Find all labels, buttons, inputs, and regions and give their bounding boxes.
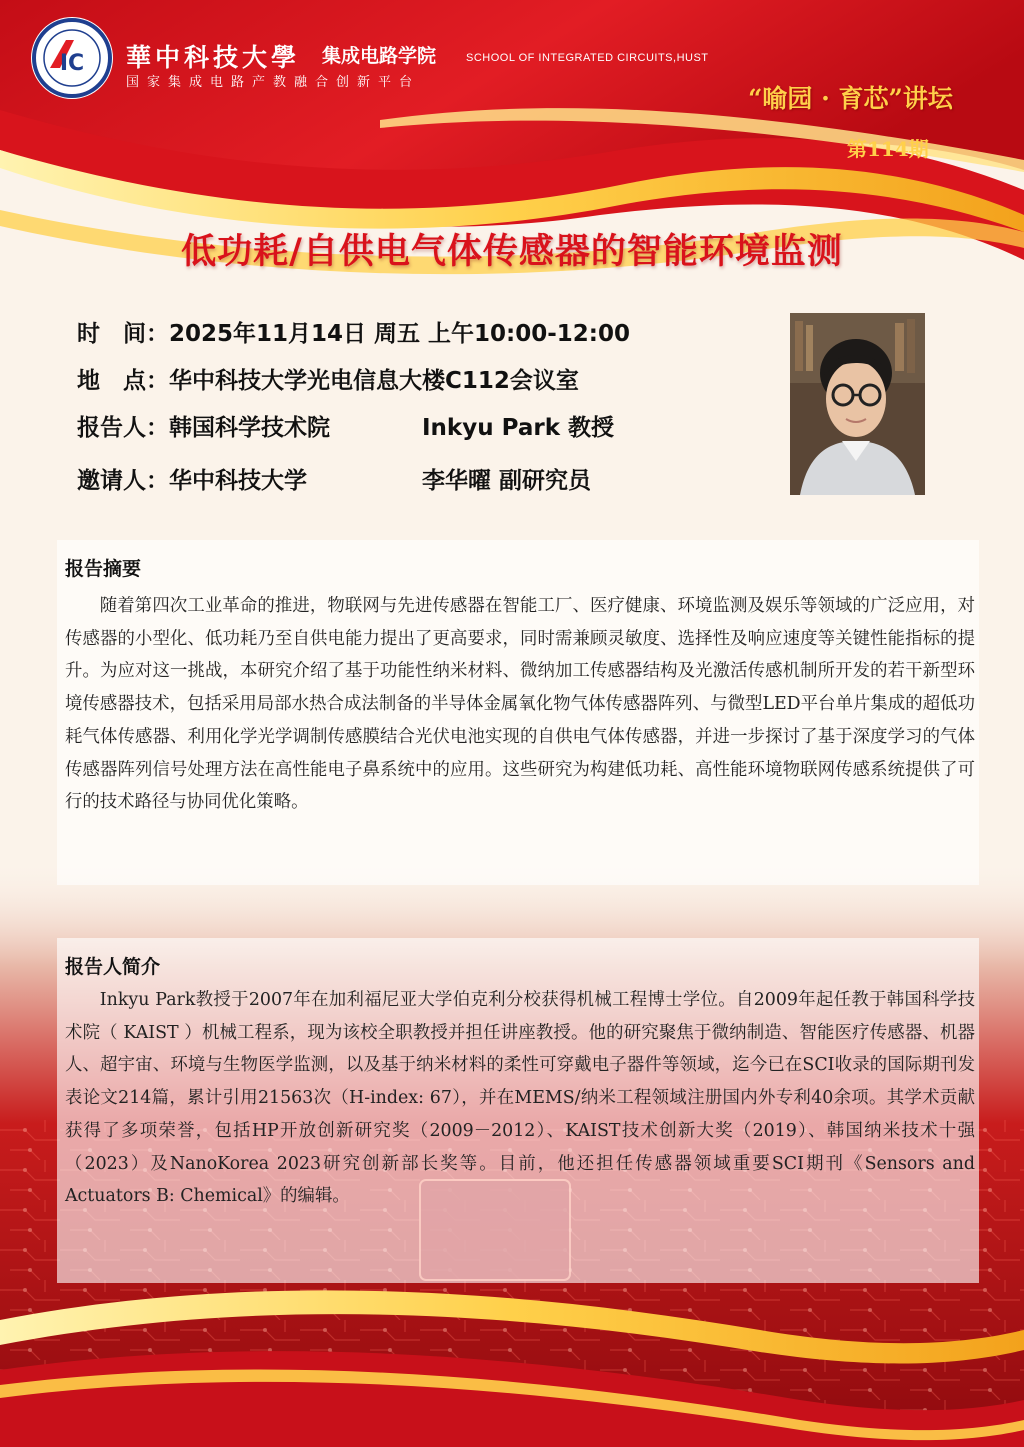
bio-heading: 报告人简介 [65,956,161,978]
platform-name: 国家集成电路产教融合创新平台 [126,75,421,90]
abstract-text: 随着第四次工业革命的推进，物联网与先进传感器在智能工厂、医疗健康、环境监测及娱乐等领域的广泛应用，对传感器的小型化、低功耗乃至自供电能力提出了更高要求，同时需兼顾灵敏度、选择性及响应速度等关键性能指标的提升。为应对这一挑战，本研究介绍了基于功能性纳米材料、微纳加工传感器结构及光激活传感机制所开发的若干新型环境传感器技术，包括采用局部水热合成法制备的半导体金属氧化物气体传感器阵列、与微型LED平台单片集成的超低功耗气体传感器、利用化学光学调制传感膜结合光伏电池实现的自供电气体传感器，并进一步探讨了基于深度学习的气体传感器阵列信号处理方法在高性能电子鼻系统中的应用。这些研究为构建低功耗、高性能环境物联网传感系统提供了可行的技术路径与协同优化策略。 [65,596,975,813]
speaker-name: Inkyu Park 教授 [422,415,615,441]
university-logo [30,16,114,100]
place-row [77,362,579,395]
inviter-org: 华中科技大学 [169,468,307,494]
inviter-name: 李华曜 副研究员 [422,468,592,494]
school-name-en: SCHOOL OF INTEGRATED CIRCUITS,HUST [466,52,709,64]
inviter-label: 邀请人： [77,468,169,494]
speaker-label: 报告人： [77,415,169,441]
time-label: 时 间： [77,321,169,347]
school-name-cn: 集成电路学院 [322,45,437,67]
inviter-row [77,462,592,495]
place-label: 地 点： [77,368,169,394]
issue-number: 第114期 [847,137,929,161]
abstract-panel [57,540,979,885]
speaker-photo [790,313,925,495]
university-name: 華中科技大學 [126,43,301,72]
logo-mark: IC [59,51,85,76]
time-row [77,315,630,348]
abstract-heading: 报告摘要 [65,558,142,580]
forum-name: “喻园 · 育芯”讲坛 [748,84,953,113]
bio-panel [57,938,979,1283]
place-value: 华中科技大学光电信息大楼C112会议室 [169,368,579,394]
speaker-row [77,409,615,442]
speaker-org: 韩国科学技术院 [169,415,330,441]
bio-text: Inkyu Park教授于2007年在加利福尼亚大学伯克利分校获得机械工程博士学位。自2009年起任教于韩国科学技术院（ KAIST ）机械工程系，现为该校全职教授并担任讲座教授。他的研究聚焦于微纳制造、智能医疗传感器、机器人、超宇宙、环境与生物医学监测，以及基于纳米材料的柔性可穿戴电子器件等领域，迄今已在SCI收录的国际期刊发表论文214篇，累计引用21563次（H-index: 67），并在MEMS/纳米工程领域注册国内外专利40余项。其学术贡献获得了多项荣誉，包括HP开放创新研究奖（2009－2012）、KAIST技术创新大奖（2019）、韩国纳米技术十强（2023）及NanoKorea 2023研究创新部长奖等。目前，他还担任传感器领域重要SCI期刊《Sensors and Actuators B: Chemical》的编辑。 [65,990,975,1207]
lecture-title: 低功耗/自供电气体传感器的智能环境监测 [181,232,843,272]
time-value: 2025年11月14日 周五 上午10:00-12:00 [169,321,631,347]
